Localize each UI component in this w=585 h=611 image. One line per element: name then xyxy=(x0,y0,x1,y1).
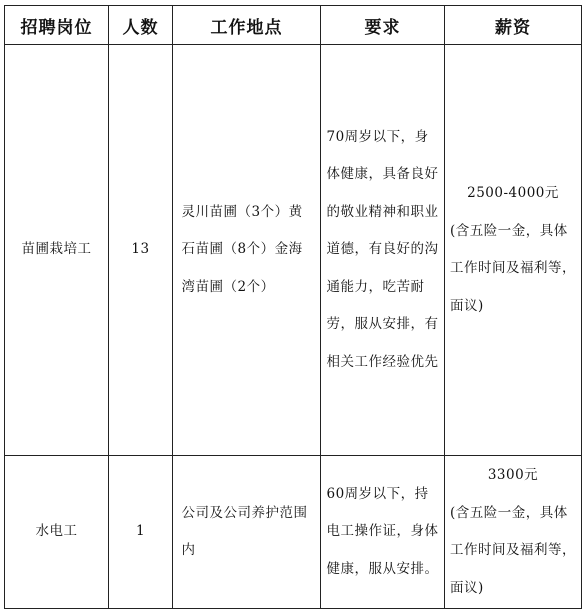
requirements-text: 60周岁以下，持电工操作证，身体健康，服从安排。 xyxy=(326,485,439,577)
salary-cell xyxy=(445,456,582,609)
count-cell xyxy=(109,456,173,609)
requirements-cell xyxy=(321,45,445,456)
count-text: 13 xyxy=(131,241,150,258)
salary-amount: 3300元 xyxy=(487,467,539,483)
position-text: 水电工 xyxy=(35,523,78,540)
location-cell xyxy=(173,456,321,609)
position-cell xyxy=(5,456,109,609)
header-requirements: 要求 xyxy=(321,6,445,45)
requirements-cell xyxy=(321,456,445,609)
salary-amount: 2500-4000元 xyxy=(467,185,559,201)
header-location: 工作地点 xyxy=(173,6,321,45)
table-row xyxy=(5,456,582,609)
salary-note: (含五险一金，具体工作时间及福利等，面议) xyxy=(450,504,576,596)
salary-note: (含五险一金，具体工作时间及福利等，面议) xyxy=(450,222,576,314)
header-count: 人数 xyxy=(109,6,173,45)
position-cell xyxy=(5,45,109,456)
count-cell xyxy=(109,45,173,456)
table-row xyxy=(5,45,582,456)
header-row xyxy=(5,6,582,45)
header-salary: 薪资 xyxy=(445,6,582,45)
location-cell xyxy=(173,45,321,456)
header-position: 招聘岗位 xyxy=(5,6,109,45)
salary-cell xyxy=(445,45,582,456)
location-text: 公司及公司养护范围内 xyxy=(181,504,308,558)
position-text: 苗圃栽培工 xyxy=(21,241,92,258)
requirements-text: 70周岁以下，身体健康，具备良好的敬业精神和职业道德，有良好的沟通能力，吃苦耐劳，服从安排，有相关工作经验优先 xyxy=(326,128,439,370)
count-text: 1 xyxy=(135,523,146,540)
recruitment-table xyxy=(4,5,582,609)
location-text: 灵川苗圃（3个）黄石苗圃（8个）金海湾苗圃（2个） xyxy=(181,203,303,295)
